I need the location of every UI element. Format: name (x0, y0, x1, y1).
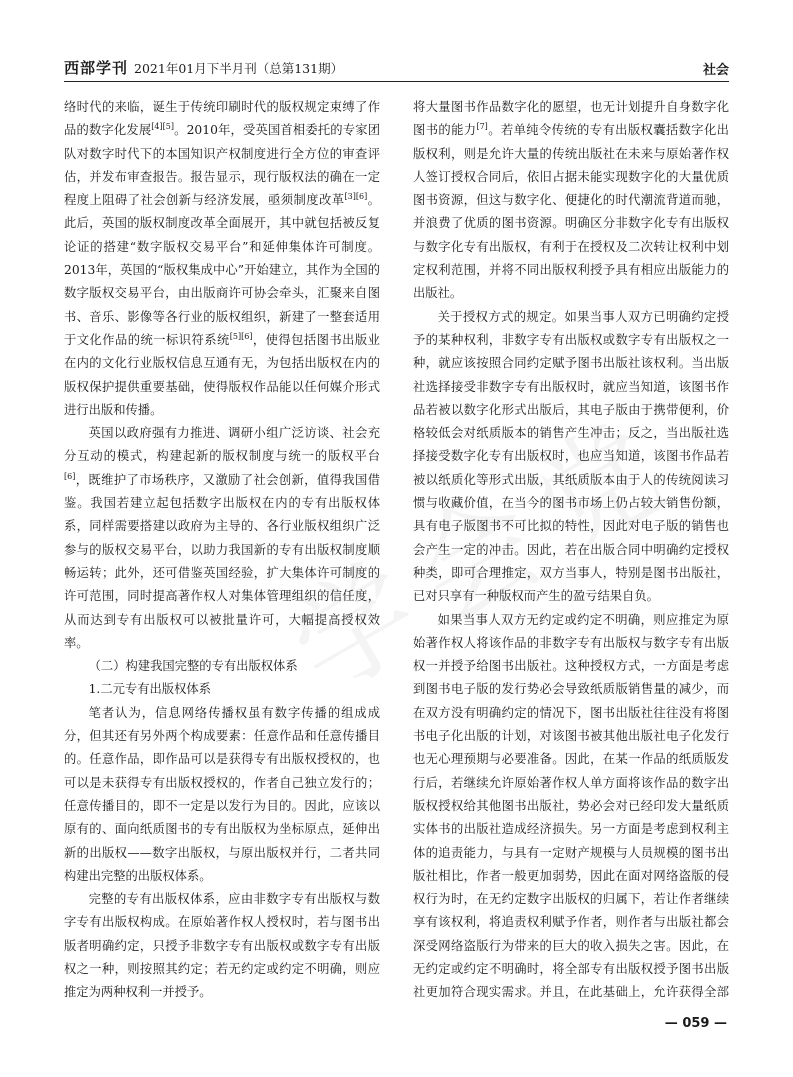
paragraph (64, 422, 380, 655)
citation: [3][6] (344, 192, 368, 202)
paragraph-text: 笔者认为，信息网络传播权虽有数字传播的组成成分，但其还有另外两个构成要素：任意作品和任意传播目的。任意作品，即作品可以是获得专有出版权授权的，也可以是未获得专有出版权授权的，作者自己独立发行的；任意传播目的，即不一定是以发行为目的。因此，应该以原有的、面向纸质图书的专有出版权为坐标原点，延伸出新的出版权——数字出版权，与原出版权并行，二者共同构建出完整的出版权体系。 (64, 705, 380, 883)
paragraph (64, 678, 380, 701)
paragraph-text: （二）构建我国完整的专有出版权体系 (88, 659, 298, 674)
paragraph (413, 96, 729, 306)
header-left (64, 57, 343, 78)
paragraph (64, 702, 380, 888)
paragraph-text: 络时代的来临，诞生于传统印刷时代的版权规定束缚了作品的数字化发展 (64, 100, 380, 138)
paragraph-text: 完整的专有出版权体系，应由非数字专有出版权与数字专有出版权构成。在原始著作权人授权时，若与图书出版者明确约定，只授予非数字专有出版权或数字专有出版权之一种，则按照其约定；若无约定或约定不明确，则应推定为两种权利一并授予。 (64, 892, 380, 1000)
paragraph-text: 关于授权方式的规定。如果当事人双方已明确约定授予的某种权利，非数字专有出版权或数字专有出版权之一种，就应该按照合同约定赋予图书出版社该权利。当出版社选择接受非数字专有出版权时，就应当知道，该图书作品若被以数字化形式出版后，其电子版由于携带便利，价格较低会对纸质版本的销售产生冲击；反之，当出版社选择接受数字化专有出版权时，也应当知道，该图书作品若被以纸质化等形式出版，其纸质版本由于人的传统阅读习惯与收藏价值，在当今的图书市场上仍占较大销售份额，具有电子版图书不可比拟的特性，因此对电子版的销售也会产生一定的冲击。因此，若在出版合同中明确约定授权种类，即可合理推定，双方当事人，特别是图书出版社，已对只享有一种版权而产生的盈亏结果自负。 (413, 309, 729, 604)
paragraph-text: 1.二元专有出版权体系 (88, 682, 211, 697)
issue-info: 2021年01月下半月刊（总第131期） (134, 61, 344, 76)
paragraph-text: 如果当事人双方无约定或约定不明确，则应推定为原始著作权人将该作品的非数字专有出版权与数字专有出版权一并授予给图书出版社。这种授权方式，一方面是考虑到图书电子版的发行势必会导致纸质版销售量的减少，而在双方没有明确约定的情况下，图书出版社往往没有将图书电子化出版的计划，对该图书被其他出版社电子化发行也无心理预期与必要准备。因此，在某一作品的纸质版发行后，若继续允许原始著作权人单方面将该作品的数字出版权授权给其他图书出版社，势必会对已经印发大量纸质实体书的出版社造成经济损失。另一方面是考虑到权利主体的追责能力，与具有一定财产规模与人员规模的图书出版社相比，作者一般更加弱势，因此在面对网络盗版的侵权行为时，在无约定数字出版权的归属下，若让作者继续享有该权利，将追责权利赋予作者，则作者与出版社都会深受网络盗版行为带来的巨大的收入损失之害。因此，在无约定或约定不明确时，将全部专有出版权授予图书出版社更加符合现实需求。并且，在此基础上，允许获得全部 (413, 612, 729, 1000)
citation: [7] (476, 122, 488, 132)
journal-brand: 西部学刊 (64, 59, 129, 77)
citation: [5][6] (229, 331, 253, 341)
paragraph (64, 888, 380, 1001)
paragraph (413, 306, 729, 609)
citation: [6] (64, 471, 76, 481)
paragraph-text: 。2010年，受英国首相委托的专家团队对数字时代下的本国知识产权制度进行全方位的审查评估，并发布审查报告。报告显示，现行版权法的确在一定程度上阻碍了社会创新与经济发展，亟须制度改革 (64, 123, 380, 208)
page-header (64, 56, 729, 82)
article-body (64, 96, 729, 1001)
paragraph-text: ，使得包括图书出版业在内的文化行业版权信息互通有无，为包括出版权在内的版权保护提供重要基础，使得版权作品能以任何媒介形式进行出版和传播。 (64, 332, 380, 417)
section-label: 社会 (702, 63, 729, 78)
paragraph-text: ，既维护了市场秩序，又激励了社会创新，值得我国借鉴。我国若建立起包括数字出版权在内的专有出版权体系，同样需要搭建以政府为主导的、各行业版权组织广泛参与的版权交易平台，以助力我国新的专有出版权制度顺畅运转；此外，还可借鉴英国经验，扩大集体许可制度的许可范围，同时提高著作权人对集体管理组织的信任度，从而达到专有出版权可以被批量许可，大幅提高授权效率。 (64, 472, 380, 650)
paragraph-text: 。此后，英国的版权制度改革全面展开，其中就包括被反复论证的搭建“数字版权交易平台”和延伸集体许可制度。2013年，英国的“版权集成中心”开始建立，其作为全国的数字版权交易平台，由出版商许可协会牵头，汇聚来自图书、音乐、影像等各行业的版权组织，新建了一整套适用于文化作品的统一标识符系统 (64, 193, 380, 347)
paragraph-text: 。若单纯令传统的专有出版权囊括数字化出版权利，则是允许大量的传统出版社在未来与原始著作权人签订授权合同后，依旧占据未能实现数字化的大量优质图书资源，但这与数字化、便捷化的时代潮流背道而驰，并浪费了优质的图书资源。明确区分非数字化专有出版权与数字化专有出版权，有利于在授权及二次转让权利中划定权利范围，并将不同出版权利授予具有相应出版能力的出版社。 (413, 123, 729, 301)
page-number: — 059 — (664, 1016, 727, 1031)
paragraph (64, 96, 380, 422)
paragraph-text: 英国以政府强有力推进、调研小组广泛访谈、社会充分互动的模式，构建起新的版权制度与统一的版权平台 (64, 426, 380, 464)
right-column (413, 96, 729, 1001)
left-column (64, 96, 380, 1001)
citation: [4][5] (151, 122, 174, 132)
paragraph (413, 609, 729, 1001)
paragraph-text: 将大量图书作品数字化的愿望，也无计划提升自身数字化图书的能力 (413, 100, 729, 138)
paragraph (64, 655, 380, 678)
